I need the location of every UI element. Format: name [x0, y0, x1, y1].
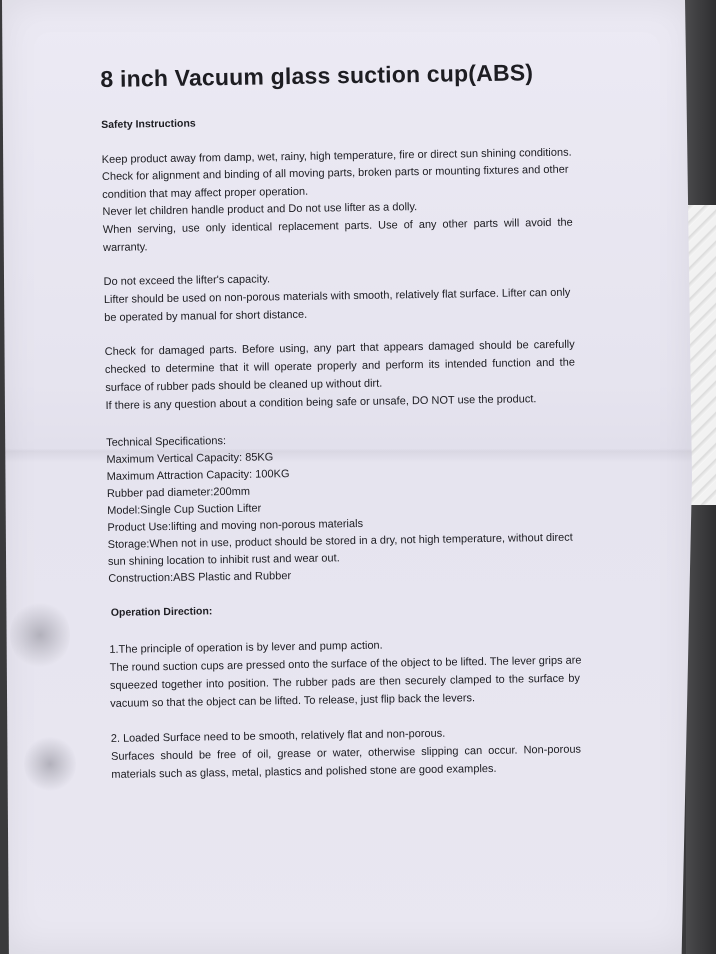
spec-line: Maximum Attraction Capacity: 100KG: [106, 468, 290, 483]
safety-line: Do not exceed the lifter's capacity.: [103, 273, 271, 288]
operation-line: Surfaces should be free of oil, grease or water, otherwise slipping can occur. Non-porous: [110, 743, 582, 763]
safety-line: If there is any question about a condition being safe or unsafe, DO NOT use the product.: [105, 393, 537, 412]
safety-line: Never let children handle product and Do not use lifter as a dolly.: [102, 201, 418, 218]
safety-heading: Safety Instructions: [101, 117, 196, 131]
operation-line: 2. Loaded Surface need to be smooth, relatively flat and non-porous.: [110, 727, 446, 745]
smudge-mark: [10, 600, 70, 670]
specs-heading: Technical Specifications:: [106, 435, 227, 449]
safety-line: When serving, use only identical replacement parts. Use of any other parts will avoid the: [102, 216, 573, 236]
safety-line: be operated by manual for short distance.: [104, 308, 308, 324]
document-title: 8 inch Vacuum glass suction cup(ABS): [100, 59, 534, 92]
operation-line: 1.The principle of operation is by lever and pump action.: [109, 639, 383, 656]
spec-line: sun shining location to inhibit rust and wear out.: [107, 552, 340, 568]
spec-line: Construction:ABS Plastic and Rubber: [108, 570, 292, 585]
safety-line: condition that may affect proper operation.: [102, 185, 309, 201]
safety-line: checked to determine that it will operate properly and perform its intended function and the: [104, 356, 576, 376]
operation-line: squeezed together into position. The rubber pads are then securely clamped to the surface by: [109, 672, 580, 692]
operation-line: vacuum so that the object can be lifted. To release, just flip back the levers.: [110, 692, 476, 710]
spec-line: Rubber pad diameter:200mm: [106, 485, 251, 500]
safety-line: Check for damaged parts. Before using, any part that appears damaged should be carefully: [104, 338, 575, 358]
spec-line: Model:Single Cup Suction Lifter: [107, 502, 262, 517]
safety-line: Keep product away from damp, wet, rainy, high temperature, fire or direct sun shining conditions.: [101, 146, 572, 166]
instruction-sheet: [2, 0, 692, 954]
spec-line: Maximum Vertical Capacity: 85KG: [106, 451, 274, 466]
spec-line: Storage:When not in use, product should be stored in a dry, not high temperature, without direct: [107, 531, 573, 551]
operation-line: materials such as glass, metal, plastics and polished stone are good examples.: [111, 762, 497, 781]
safety-line: warranty.: [102, 241, 148, 254]
operation-line: The round suction cups are pressed onto the surface of the object to be lifted. The lever grips are: [109, 654, 582, 674]
smudge-mark: [24, 735, 76, 793]
safety-line: surface of rubber pads should be cleaned up without dirt.: [105, 377, 383, 394]
safety-line: Check for alignment and binding of all moving parts, broken parts or mounting fixtures and other: [101, 163, 569, 183]
safety-line: Lifter should be used on non-porous materials with smooth, relatively flat surface. Lifter can only: [103, 286, 571, 306]
operation-heading: Operation Direction:: [110, 605, 213, 619]
spec-line: Product Use:lifting and moving non-porous materials: [107, 517, 364, 534]
